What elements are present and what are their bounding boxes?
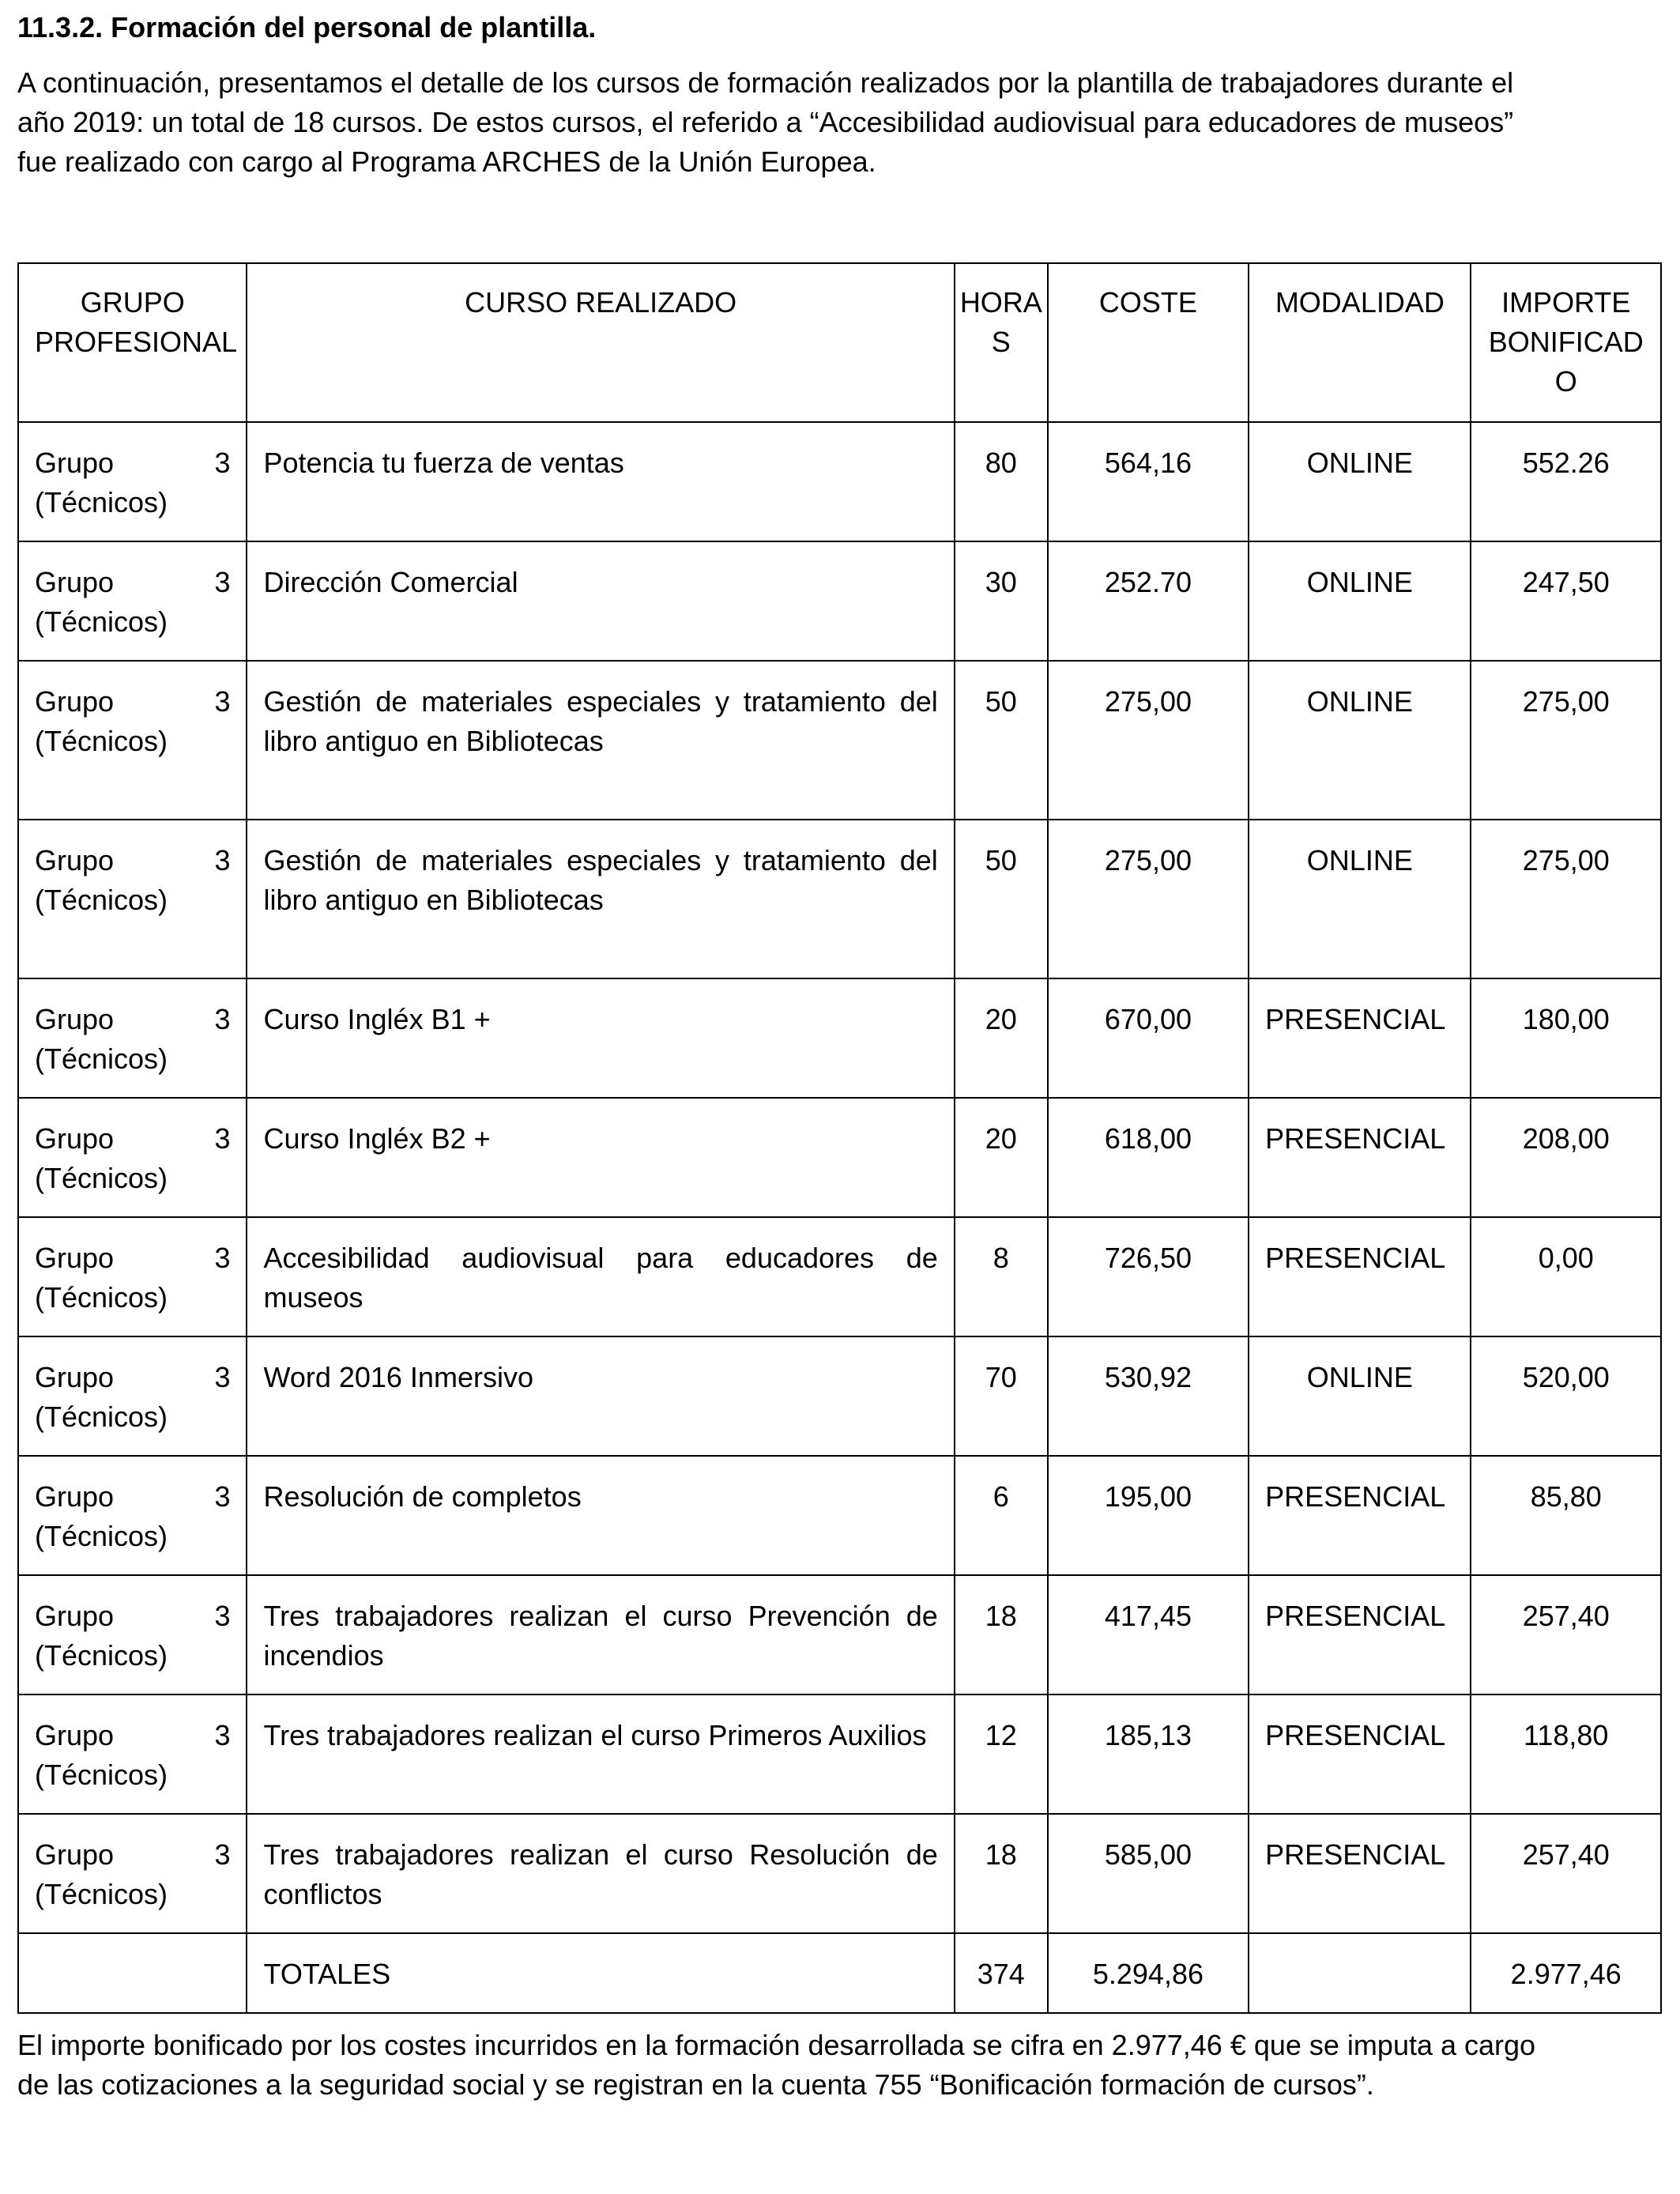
cell-curso: Tres trabajadores realizan el curso Resolución de conflictos bbox=[247, 1814, 954, 1933]
cell-curso: Tres trabajadores realizan el curso Primeros Auxilios bbox=[247, 1695, 954, 1814]
grupo-number: 3 bbox=[214, 1719, 231, 1751]
cell-grupo bbox=[18, 1098, 247, 1217]
header-text: O bbox=[1554, 365, 1577, 398]
grupo-category: (Técnicos) bbox=[35, 725, 168, 757]
cell-coste: 185,13 bbox=[1048, 1695, 1249, 1814]
grupo-category: (Técnicos) bbox=[35, 605, 168, 638]
grupo-number: 3 bbox=[214, 685, 231, 718]
cell-horas: 18 bbox=[955, 1575, 1048, 1695]
cell-importe: 118,80 bbox=[1471, 1695, 1661, 1814]
totals-importe: 2.977,46 bbox=[1471, 1933, 1661, 2013]
cell-modalidad: PRESENCIAL bbox=[1249, 1098, 1471, 1217]
cell-modalidad: PRESENCIAL bbox=[1249, 978, 1471, 1098]
grupo-label: Grupo bbox=[35, 1242, 115, 1274]
cell-horas: 30 bbox=[955, 541, 1048, 661]
totals-horas: 374 bbox=[955, 1933, 1048, 2013]
cell-grupo bbox=[18, 661, 247, 820]
table-row bbox=[18, 978, 1661, 1098]
cell-importe: 520,00 bbox=[1471, 1336, 1661, 1456]
header-text: COSTE bbox=[1098, 286, 1197, 319]
header-modalidad bbox=[1249, 263, 1471, 422]
cell-importe: 180,00 bbox=[1471, 978, 1661, 1098]
cell-curso: Dirección Comercial bbox=[247, 541, 954, 661]
cell-coste: 670,00 bbox=[1048, 978, 1249, 1098]
intro-line: año 2019: un total de 18 cursos. De estos cursos, el referido a “Accesibilidad audiovisual para educadores de museos” bbox=[17, 106, 1514, 138]
cell-importe: 275,00 bbox=[1471, 661, 1661, 820]
cell-modalidad: ONLINE bbox=[1249, 541, 1471, 661]
cell-grupo bbox=[18, 1217, 247, 1336]
header-text: GRUPO bbox=[80, 286, 185, 319]
training-courses-table bbox=[17, 262, 1662, 2014]
grupo-label: Grupo bbox=[35, 844, 115, 876]
cell-coste: 530,92 bbox=[1048, 1336, 1249, 1456]
cell-coste: 275,00 bbox=[1048, 661, 1249, 820]
cell-horas: 20 bbox=[955, 1098, 1048, 1217]
totals-empty-cell bbox=[18, 1933, 247, 2013]
cell-modalidad: PRESENCIAL bbox=[1249, 1456, 1471, 1575]
cell-modalidad: PRESENCIAL bbox=[1249, 1814, 1471, 1933]
grupo-label: Grupo bbox=[35, 1719, 115, 1751]
closing-paragraph bbox=[17, 2026, 1645, 2105]
header-text: HORA bbox=[959, 286, 1042, 319]
cell-importe: 552.26 bbox=[1471, 422, 1661, 541]
grupo-category: (Técnicos) bbox=[35, 486, 168, 518]
cell-curso: Curso Ingléx B1 + bbox=[247, 978, 954, 1098]
cell-grupo bbox=[18, 1575, 247, 1695]
cell-coste: 275,00 bbox=[1048, 820, 1249, 978]
cell-modalidad: PRESENCIAL bbox=[1249, 1217, 1471, 1336]
cell-grupo bbox=[18, 422, 247, 541]
table-row bbox=[18, 1098, 1661, 1217]
grupo-number: 3 bbox=[214, 1361, 231, 1393]
grupo-label: Grupo bbox=[35, 685, 115, 718]
intro-line: fue realizado con cargo al Programa ARCHES de la Unión Europea. bbox=[17, 145, 876, 178]
cell-grupo bbox=[18, 820, 247, 978]
section-heading: 11.3.2. Formación del personal de plantilla. bbox=[17, 11, 597, 43]
grupo-category: (Técnicos) bbox=[35, 1520, 168, 1552]
cell-coste: 618,00 bbox=[1048, 1098, 1249, 1217]
header-text: S bbox=[991, 326, 1011, 358]
cell-grupo bbox=[18, 978, 247, 1098]
cell-modalidad: ONLINE bbox=[1249, 1336, 1471, 1456]
cell-importe: 257,40 bbox=[1471, 1814, 1661, 1933]
cell-importe: 0,00 bbox=[1471, 1217, 1661, 1336]
cell-curso: Accesibilidad audiovisual para educadores de museos bbox=[247, 1217, 954, 1336]
cell-modalidad: PRESENCIAL bbox=[1249, 1575, 1471, 1695]
cell-curso: Curso Ingléx B2 + bbox=[247, 1098, 954, 1217]
table-row bbox=[18, 1217, 1661, 1336]
grupo-label: Grupo bbox=[35, 1361, 115, 1393]
header-horas bbox=[955, 263, 1048, 422]
cell-horas: 20 bbox=[955, 978, 1048, 1098]
table-header-row bbox=[18, 263, 1661, 422]
totals-modalidad-empty bbox=[1249, 1933, 1471, 2013]
grupo-label: Grupo bbox=[35, 1838, 115, 1871]
header-importe-bonificado bbox=[1471, 263, 1661, 422]
grupo-label: Grupo bbox=[35, 1600, 115, 1632]
cell-modalidad: ONLINE bbox=[1249, 422, 1471, 541]
cell-importe: 208,00 bbox=[1471, 1098, 1661, 1217]
grupo-number: 3 bbox=[214, 844, 231, 876]
table-row bbox=[18, 1456, 1661, 1575]
totals-row bbox=[18, 1933, 1661, 2013]
cell-coste: 726,50 bbox=[1048, 1217, 1249, 1336]
cell-coste: 252.70 bbox=[1048, 541, 1249, 661]
grupo-number: 3 bbox=[214, 1480, 231, 1513]
grupo-label: Grupo bbox=[35, 1122, 115, 1155]
cell-curso: Gestión de materiales especiales y tratamiento del libro antiguo en Bibliotecas bbox=[247, 820, 954, 978]
grupo-number: 3 bbox=[214, 566, 231, 598]
cell-importe: 247,50 bbox=[1471, 541, 1661, 661]
header-text: CURSO REALIZADO bbox=[465, 286, 737, 319]
cell-horas: 80 bbox=[955, 422, 1048, 541]
header-text: MODALIDAD bbox=[1275, 286, 1445, 319]
cell-coste: 195,00 bbox=[1048, 1456, 1249, 1575]
cell-horas: 18 bbox=[955, 1814, 1048, 1933]
grupo-category: (Técnicos) bbox=[35, 1878, 168, 1910]
cell-coste: 585,00 bbox=[1048, 1814, 1249, 1933]
grupo-label: Grupo bbox=[35, 1480, 115, 1513]
cell-grupo bbox=[18, 541, 247, 661]
grupo-category: (Técnicos) bbox=[35, 1400, 168, 1433]
cell-importe: 275,00 bbox=[1471, 820, 1661, 978]
cell-curso: Potencia tu fuerza de ventas bbox=[247, 422, 954, 541]
intro-paragraph bbox=[17, 63, 1629, 182]
grupo-category: (Técnicos) bbox=[35, 1042, 168, 1075]
grupo-label: Grupo bbox=[35, 1003, 115, 1035]
closing-line: El importe bonificado por los costes incurridos en la formación desarrollada se cifra en 2.977,46 € que se imputa a cargo bbox=[17, 2029, 1536, 2061]
cell-horas: 70 bbox=[955, 1336, 1048, 1456]
cell-grupo bbox=[18, 1814, 247, 1933]
cell-modalidad: ONLINE bbox=[1249, 661, 1471, 820]
grupo-category: (Técnicos) bbox=[35, 1162, 168, 1194]
header-text: BONIFICAD bbox=[1488, 326, 1644, 358]
cell-curso: Gestión de materiales especiales y tratamiento del libro antiguo en Bibliotecas bbox=[247, 661, 954, 820]
cell-grupo bbox=[18, 1695, 247, 1814]
cell-horas: 50 bbox=[955, 820, 1048, 978]
cell-horas: 8 bbox=[955, 1217, 1048, 1336]
table-row bbox=[18, 661, 1661, 820]
grupo-number: 3 bbox=[214, 447, 231, 479]
header-text: PROFESIONAL bbox=[35, 326, 238, 358]
table-row bbox=[18, 820, 1661, 978]
grupo-number: 3 bbox=[214, 1838, 231, 1871]
table-row bbox=[18, 541, 1661, 661]
cell-importe: 257,40 bbox=[1471, 1575, 1661, 1695]
closing-line: de las cotizaciones a la seguridad social y se registran en la cuenta 755 “Bonificación formación de cursos”. bbox=[17, 2068, 1374, 2101]
cell-modalidad: PRESENCIAL bbox=[1249, 1695, 1471, 1814]
table-row bbox=[18, 1575, 1661, 1695]
cell-curso: Resolución de completos bbox=[247, 1456, 954, 1575]
cell-horas: 12 bbox=[955, 1695, 1048, 1814]
table-row bbox=[18, 1814, 1661, 1933]
header-text: IMPORTE bbox=[1501, 286, 1631, 319]
grupo-number: 3 bbox=[214, 1600, 231, 1632]
table-row bbox=[18, 1695, 1661, 1814]
grupo-number: 3 bbox=[214, 1003, 231, 1035]
totals-label: TOTALES bbox=[247, 1933, 954, 2013]
table-row bbox=[18, 422, 1661, 541]
grupo-category: (Técnicos) bbox=[35, 1759, 168, 1791]
cell-coste: 417,45 bbox=[1048, 1575, 1249, 1695]
intro-line: A continuación, presentamos el detalle de los cursos de formación realizados por la plantilla de trabajadores durante el bbox=[17, 66, 1514, 99]
table-row bbox=[18, 1336, 1661, 1456]
grupo-label: Grupo bbox=[35, 566, 115, 598]
grupo-number: 3 bbox=[214, 1122, 231, 1155]
cell-horas: 50 bbox=[955, 661, 1048, 820]
cell-curso: Tres trabajadores realizan el curso Prevención de incendios bbox=[247, 1575, 954, 1695]
cell-horas: 6 bbox=[955, 1456, 1048, 1575]
grupo-category: (Técnicos) bbox=[35, 884, 168, 916]
cell-coste: 564,16 bbox=[1048, 422, 1249, 541]
cell-curso: Word 2016 Inmersivo bbox=[247, 1336, 954, 1456]
header-grupo-profesional bbox=[18, 263, 247, 422]
cell-modalidad: ONLINE bbox=[1249, 820, 1471, 978]
cell-importe: 85,80 bbox=[1471, 1456, 1661, 1575]
header-curso-realizado bbox=[247, 263, 954, 422]
totals-coste: 5.294,86 bbox=[1048, 1933, 1249, 2013]
grupo-number: 3 bbox=[214, 1242, 231, 1274]
grupo-label: Grupo bbox=[35, 447, 115, 479]
grupo-category: (Técnicos) bbox=[35, 1281, 168, 1314]
cell-grupo bbox=[18, 1336, 247, 1456]
grupo-category: (Técnicos) bbox=[35, 1639, 168, 1672]
header-coste bbox=[1048, 263, 1249, 422]
cell-grupo bbox=[18, 1456, 247, 1575]
